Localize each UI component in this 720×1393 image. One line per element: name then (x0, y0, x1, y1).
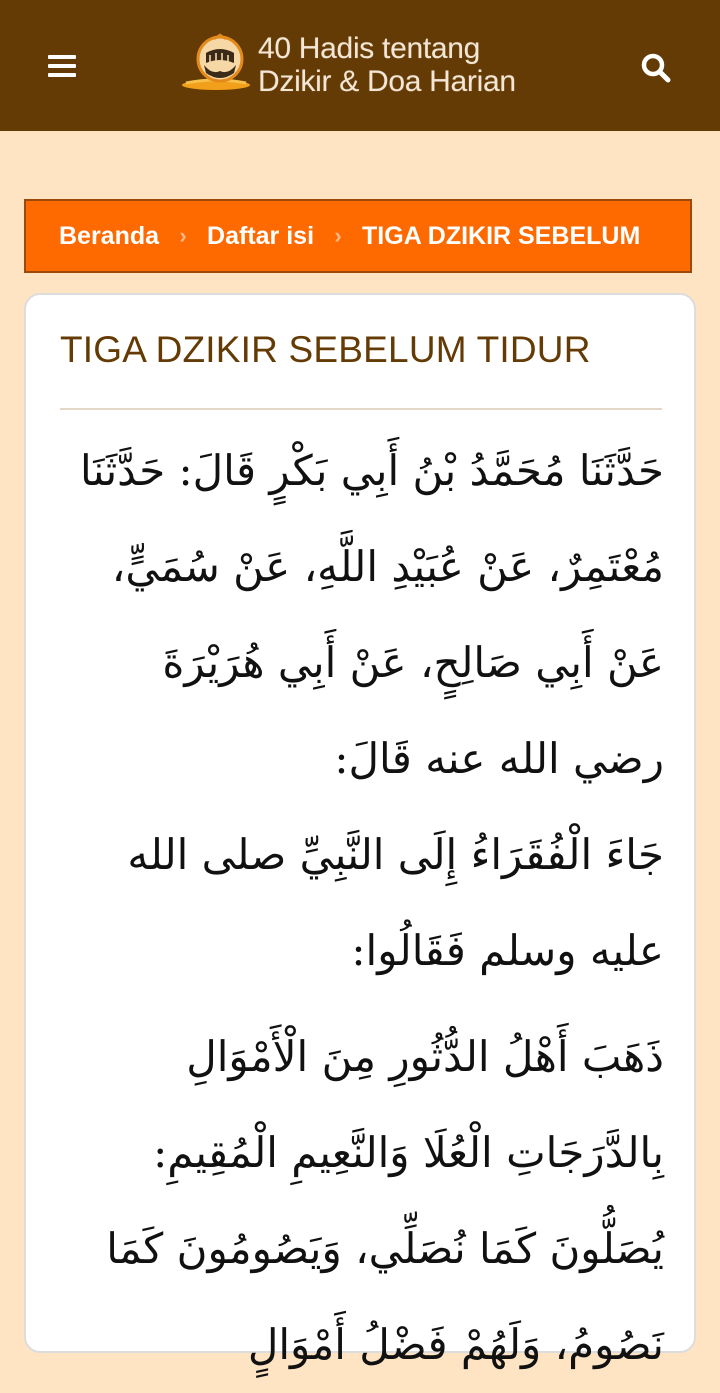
search-icon[interactable] (632, 44, 680, 92)
page-title: TIGA DZIKIR SEBELUM TIDUR (60, 329, 591, 370)
arabic-paragraph-2: جَاءَ الْفُقَرَاءُ إِلَى النَّبِيِّ صلى الله عليه وسلم فَقَالُوا: (127, 830, 664, 975)
app-title-line2: Dzikir & Doa Harian (258, 65, 516, 98)
menu-bar (48, 55, 76, 59)
logo-emblem-icon (180, 31, 252, 99)
breadcrumb-contents-link[interactable]: Daftar isi (207, 221, 315, 250)
hamburger-menu-icon[interactable] (40, 44, 84, 88)
breadcrumb (24, 199, 692, 273)
arabic-paragraph-1: حَدَّثَنَا مُحَمَّدُ بْنُ أَبِي بَكْرٍ قَالَ: حَدَّثَنَا مُعْتَمِرٌ، عَنْ عُبَيْدِ اللَّهِ، عَنْ سُمَيٍّ، عَنْ أَبِي صَالِحٍ، عَنْ أَبِي هُرَيْرَةَ رضي الله عنه قَالَ: (79, 446, 664, 783)
app-logo[interactable] (180, 30, 516, 100)
app-title-line1: 40 Hadis tentang (258, 32, 481, 65)
menu-bar (48, 64, 76, 68)
chevron-right-icon: › (179, 223, 187, 248)
title-divider (60, 408, 662, 410)
app-header (0, 0, 720, 131)
menu-bar (48, 73, 76, 77)
app-title (258, 32, 516, 98)
article-card (24, 293, 696, 1369)
chevron-right-icon: › (334, 223, 342, 248)
breadcrumb-current: TIGA DZIKIR SEBELUM (362, 221, 641, 250)
paragraph-gap (60, 999, 664, 1009)
breadcrumb-home-link[interactable]: Beranda (59, 221, 160, 250)
arabic-paragraph-3: ذَهَبَ أَهْلُ الدُّثُورِ مِنَ الْأَمْوَالِ بِالدَّرَجَاتِ الْعُلَا وَالنَّعِيمِ الْمُقِيمِ: يُصَلُّونَ كَمَا نُصَلِّي، وَيَصُومُونَ كَمَا نَصُومُ، وَلَهُمْ فَضْلُ أَمْوَالٍ (106, 1032, 664, 1369)
arabic-hadith-text (60, 423, 664, 1393)
